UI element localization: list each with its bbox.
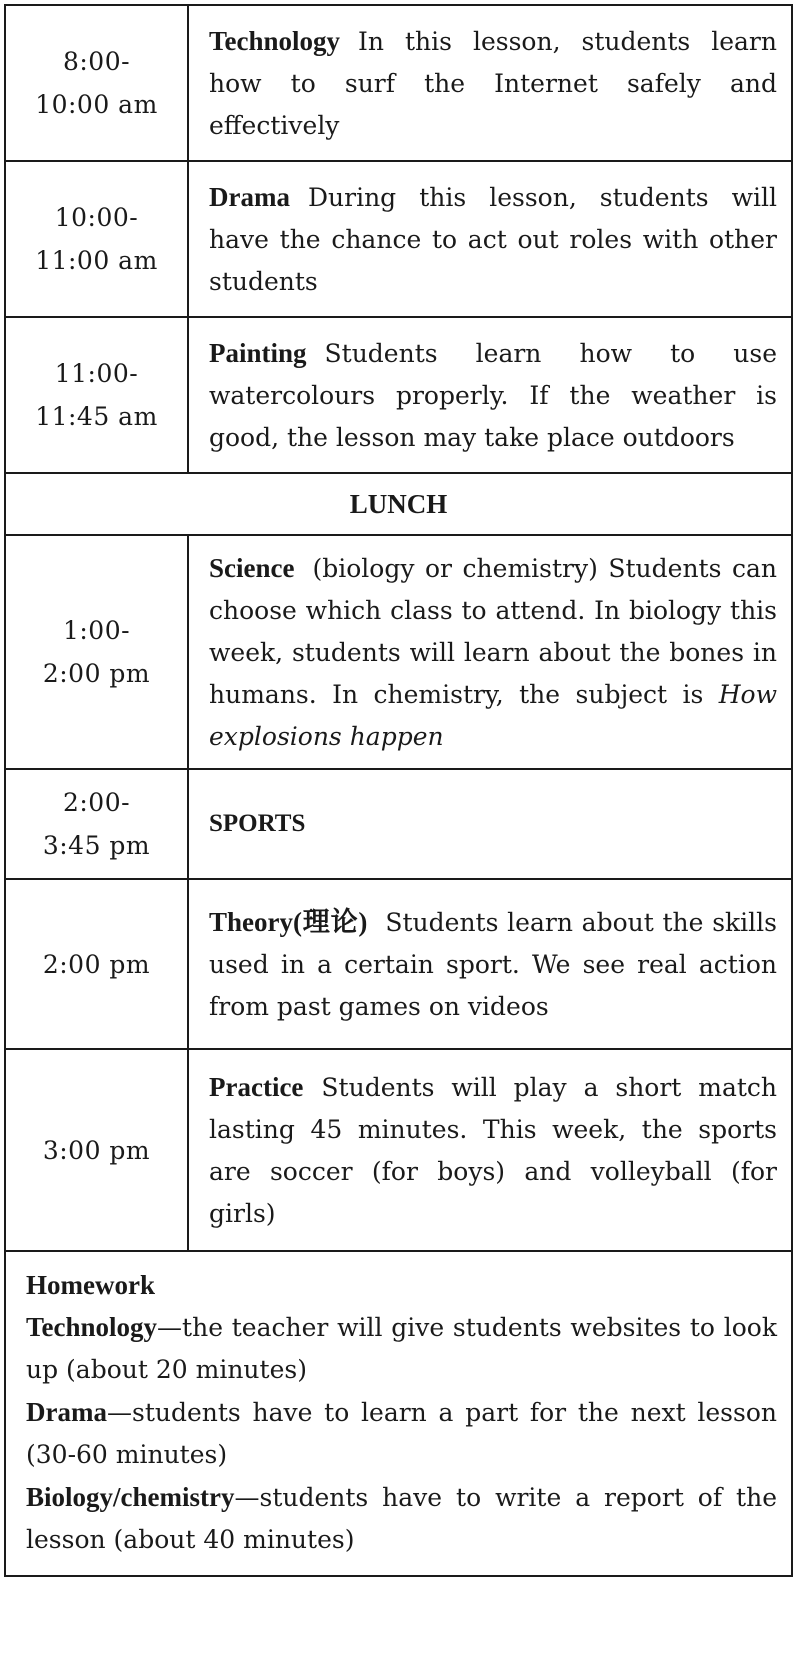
lesson-text: Students learn how to use watercolours properly. If the weather is good, the lesson may take place outdoors: [209, 338, 777, 452]
lesson-text: Students learn about the skills used in a certain sport. We see real action from past games on videos: [209, 907, 777, 1021]
schedule-row: [5, 161, 792, 317]
homework-item: [26, 1391, 777, 1476]
homework-text: —students have to learn a part for the next lesson (30-60 minutes): [26, 1398, 777, 1469]
time-cell: 10:00- 11:00 am: [5, 161, 188, 317]
homework-text: —the teacher will give students websites to look up (about 20 minutes): [26, 1313, 777, 1384]
time-cell: 2:00- 3:45 pm: [5, 769, 188, 879]
lesson-subject: Technology: [209, 25, 341, 56]
schedule-row: [5, 1049, 792, 1251]
lesson-text: In this lesson, students learn how to surf the Internet safely and effectively: [209, 26, 777, 140]
lesson-italic-title: How explosions happen: [209, 679, 777, 751]
schedule-row: [5, 879, 792, 1049]
schedule-row: [5, 5, 792, 161]
lesson-description: [188, 317, 792, 473]
homework-item: [26, 1306, 777, 1391]
homework-subject: Technology: [26, 1312, 158, 1342]
lesson-description: [188, 1049, 792, 1251]
lesson-description: [188, 161, 792, 317]
schedule-row: [5, 473, 792, 535]
schedule-row: [5, 769, 792, 879]
schedule-row: [5, 535, 792, 769]
homework-title: Homework: [26, 1270, 155, 1300]
homework-subject: Biology/chemistry: [26, 1482, 235, 1512]
lesson-subject: Painting: [209, 337, 307, 368]
lesson-subject: Theory(理论): [209, 906, 368, 937]
time-cell: 8:00- 10:00 am: [5, 5, 188, 161]
lesson-subject: Practice: [209, 1071, 304, 1102]
time-cell: 3:00 pm: [5, 1049, 188, 1251]
sports-label: SPORTS: [188, 769, 792, 879]
homework-subject: Drama: [26, 1397, 107, 1427]
homework-text: —students have to write a report of the lesson (about 40 minutes): [26, 1483, 777, 1554]
homework-row: [5, 1251, 792, 1576]
time-cell: 11:00- 11:45 am: [5, 317, 188, 473]
time-cell: 2:00 pm: [5, 879, 188, 1049]
lesson-description: [188, 879, 792, 1049]
lesson-text: Students will play a short match lasting 45 minutes. This week, the sports are soccer (for boys) and volleyball (for girls): [209, 1072, 777, 1228]
lesson-description: [188, 5, 792, 161]
schedule-table: [4, 4, 793, 1577]
lesson-subject: Science: [209, 552, 295, 583]
lunch-row-label: LUNCH: [5, 473, 792, 535]
lesson-text: (biology or chemistry) Students can choose which class to attend. In biology this week, students will learn about the bones in humans. In chemistry, the subject is: [209, 553, 777, 709]
homework-section: [5, 1251, 792, 1576]
lesson-subject: Drama: [209, 181, 290, 212]
lesson-text: During this lesson, students will have the chance to act out roles with other students: [209, 182, 777, 296]
lesson-description: [188, 535, 792, 769]
time-cell: 1:00- 2:00 pm: [5, 535, 188, 769]
homework-item: [26, 1476, 777, 1561]
schedule-row: [5, 317, 792, 473]
